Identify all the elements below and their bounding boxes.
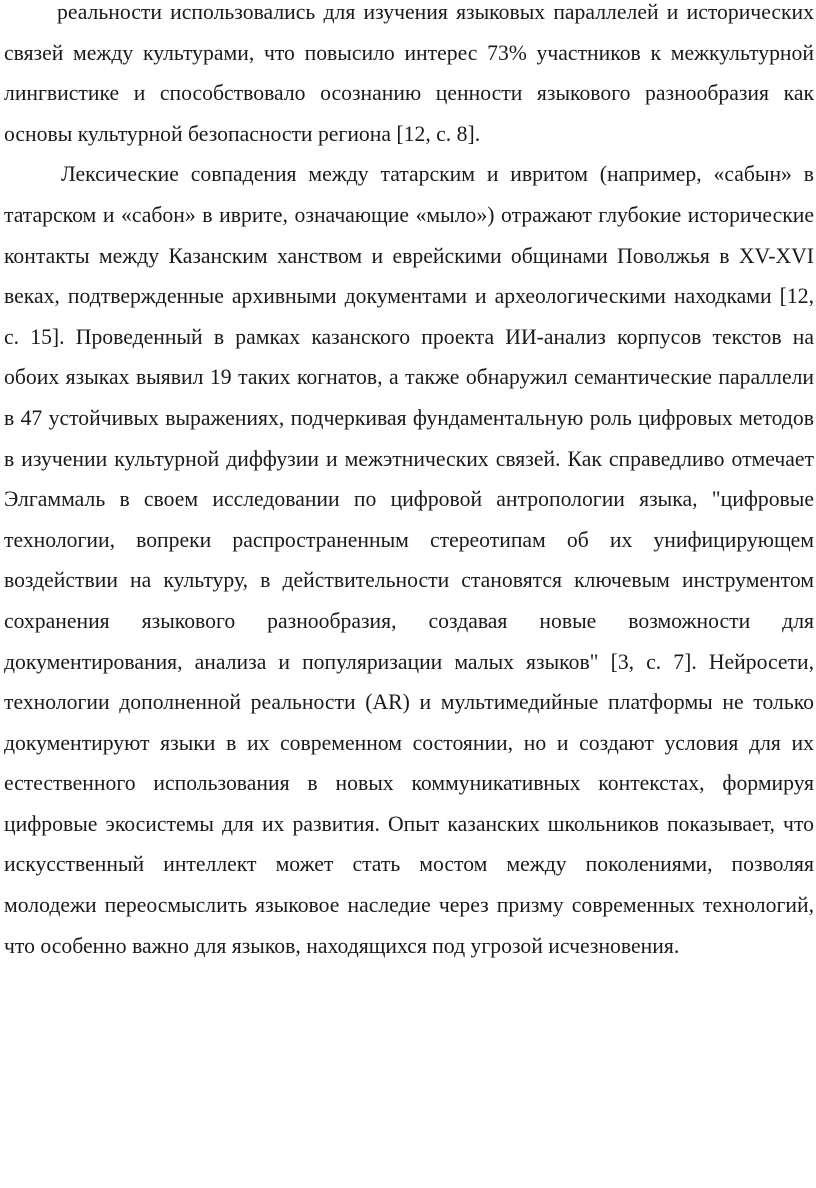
body-text	[4, 0, 814, 966]
paragraph-lexical-parallels: Лексические совпадения между татарским и ивритом (например, «сабын» в татарском и «сабон» в иврите, означающие «мыло») отражают глубокие исторические контакты между Казанским ханством и еврейскими общинами Поволжья в XV-XVI веках, подтвержденные архивными документами и археологическими находками [12, с. 15]. Проведенный в рамках казанского проекта ИИ-анализ корпусов текстов на обоих языках выявил 19 таких когнатов, а также обнаружил семантические параллели в 47 устойчивых выражениях, подчеркивая фундаментальную роль цифровых методов в изучении культурной диффузии и межэтнических связей. Как справедливо отмечает Элгаммаль в своем исследовании по цифровой антропологии языка, "цифровые технологии, вопреки распространенным стереотипам об их унифицирующем воздействии на культуру, в действительности становятся ключевым инструментом сохранения языкового разнообразия, создавая новые возможности для документирования, анализа и популяризации малых языков" [3, с. 7]. Нейросети, технологии дополненной реальности (AR) и мультимедийные платформы не только документируют языки в их современном состоянии, но и создают условия для их естественного использования в новых коммуникативных контекстах, формируя цифровые экосистемы для их развития. Опыт казанских школьников показывает, что искусственный интеллект может стать мостом между поколениями, позволяя молодежи переосмыслить языковое наследие через призму современных технологий, что особенно важно для языков, находящихся под угрозой исчезновения.	[4, 162, 814, 958]
paragraph-continued: реальности использовались для изучения языковых параллелей и исторических связей между культурами, что повысило интерес 73% участников к межкультурной лингвистике и способствовало осознанию ценности языкового разнообразия как основы культурной безопасности региона [12, с. 8].	[4, 0, 814, 146]
